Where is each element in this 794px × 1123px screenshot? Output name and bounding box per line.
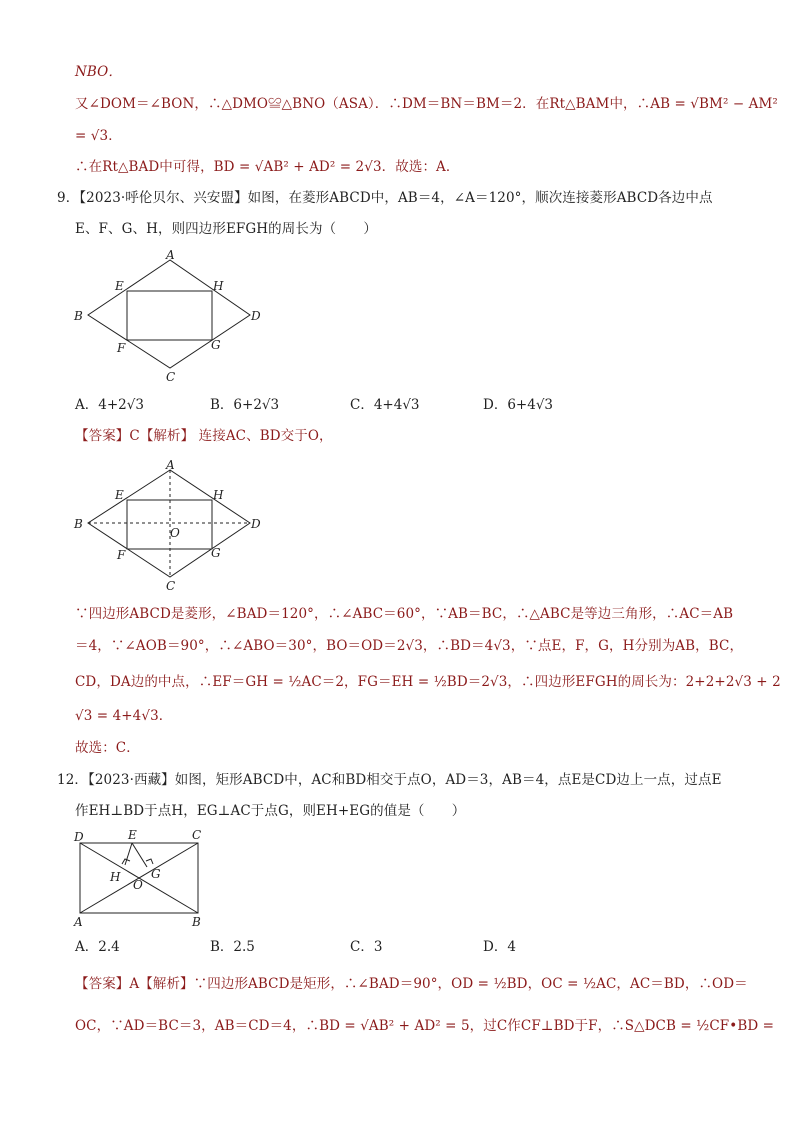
figure-rectangle-q12 [70,825,220,930]
solution-12-line-1: 【答案】A【解析】∵四边形ABCD是矩形，∴∠BAD＝90°，OD = ½BD，OC = ½AC，AC＝BD，∴OD＝ [75,976,748,992]
fig1-label-b: B [74,309,83,323]
fig3-label-a: A [74,915,83,929]
question-9-stem: 9．【2023·呼伦贝尔、兴安盟】如图，在菱形ABCD中，AB＝4，∠A＝120°，顺次连接菱形ABCD各边中点 [57,190,713,206]
fig3-label-c: C [192,828,202,842]
fig2-label-b: B [74,517,83,531]
fig3-label-h: H [110,870,121,884]
fig1-label-a: A [166,248,175,262]
solution-12-line-2: OC，∵AD＝BC＝3，AB＝CD＝4，∴BD = √AB² + AD² = 5，过C作CF⊥BD于F，∴S△DCB = ½CF•BD = [75,1018,775,1034]
text-line-bd-value: ∴在Rt△BAD中可得，BD = √AB² + AD² = 2√3．故选：A． [75,159,460,175]
fig2-label-h: H [213,488,224,502]
fig3-label-b: B [192,915,201,929]
choice-12-d[interactable]: D．4 [483,939,516,955]
answer-9-header: 【答案】C【解析】 连接AC、BD交于O， [75,428,333,444]
fig1-label-e: E [115,279,124,293]
solution-9-line-2: ＝4，∵∠AOB＝90°，∴∠ABO＝30°，BO＝OD＝2√3，∴BD＝4√3，∵点E，F，G，H分别为AB，BC， [75,638,744,654]
fig1-label-g: G [211,338,221,352]
choice-12-b[interactable]: B．2.5 [210,939,255,955]
solution-9-line-4: √3 = 4+4√3． [75,708,173,724]
fig3-label-o: O [133,878,143,892]
question-12-stem: 12．【2023·西藏】如图，矩形ABCD中，AC和BD相交于点O，AD＝3，AB＝4，点E是CD边上一点，过点E [57,772,722,788]
fig1-label-h: H [213,279,224,293]
solution-9-line-1: ∵四边形ABCD是菱形，∠BAD＝120°，∴∠ABC＝60°，∵AB＝BC，∴△ABC是等边三角形，∴AC＝AB [75,606,734,622]
fig3-label-e: E [128,828,137,842]
fig2-label-o: O [170,526,180,540]
fig3-label-g: G [151,867,161,881]
solution-9-choice: 故选：C． [75,740,140,756]
choice-9-a[interactable]: A．4+2√3 [75,397,144,413]
fig3-label-d: D [74,830,84,844]
fig2-label-f: F [117,548,126,562]
text-line-ab-value: = √3． [75,128,122,144]
figure-rhombus-q9 [70,245,270,385]
choice-9-c[interactable]: C．4+4√3 [350,397,420,413]
figure-rhombus-diagonals-q9 [70,455,270,595]
fig2-label-d: D [251,517,261,531]
solution-9-line-3: CD，DA边的中点，∴EF＝GH = ½AC＝2，FG＝EH = ½BD＝2√3，∴四边形EFGH的周长为：2+2+2√3 + 2 [75,674,781,690]
question-12-stem-cont: 作EH⊥BD于点H，EG⊥AC于点G，则EH+EG的值是（ ） [75,803,466,819]
question-9-stem-cont: E、F、G、H，则四边形EFGH的周长为（ ） [75,221,377,237]
choice-12-a[interactable]: A．2.4 [75,939,120,955]
fig2-label-e: E [115,488,124,502]
choice-9-b[interactable]: B．6+2√3 [210,397,280,413]
text-line-nbo: NBO． [75,64,122,80]
fig2-label-c: C [166,579,176,593]
choice-12-c[interactable]: C．3 [350,939,383,955]
fig1-label-d: D [251,309,261,323]
fig2-label-g: G [211,546,221,560]
fig1-label-f: F [117,341,126,355]
choice-9-d[interactable]: D．6+4√3 [483,397,554,413]
fig1-label-c: C [166,370,176,384]
fig2-label-a: A [166,458,175,472]
text-line-congruence: 又∠DOM＝∠BON，∴△DMO≌△BNO（ASA）．∴DM＝BN＝BM＝2．在Rt△BAM中，∴AB = √BM² − AM² [75,96,778,112]
